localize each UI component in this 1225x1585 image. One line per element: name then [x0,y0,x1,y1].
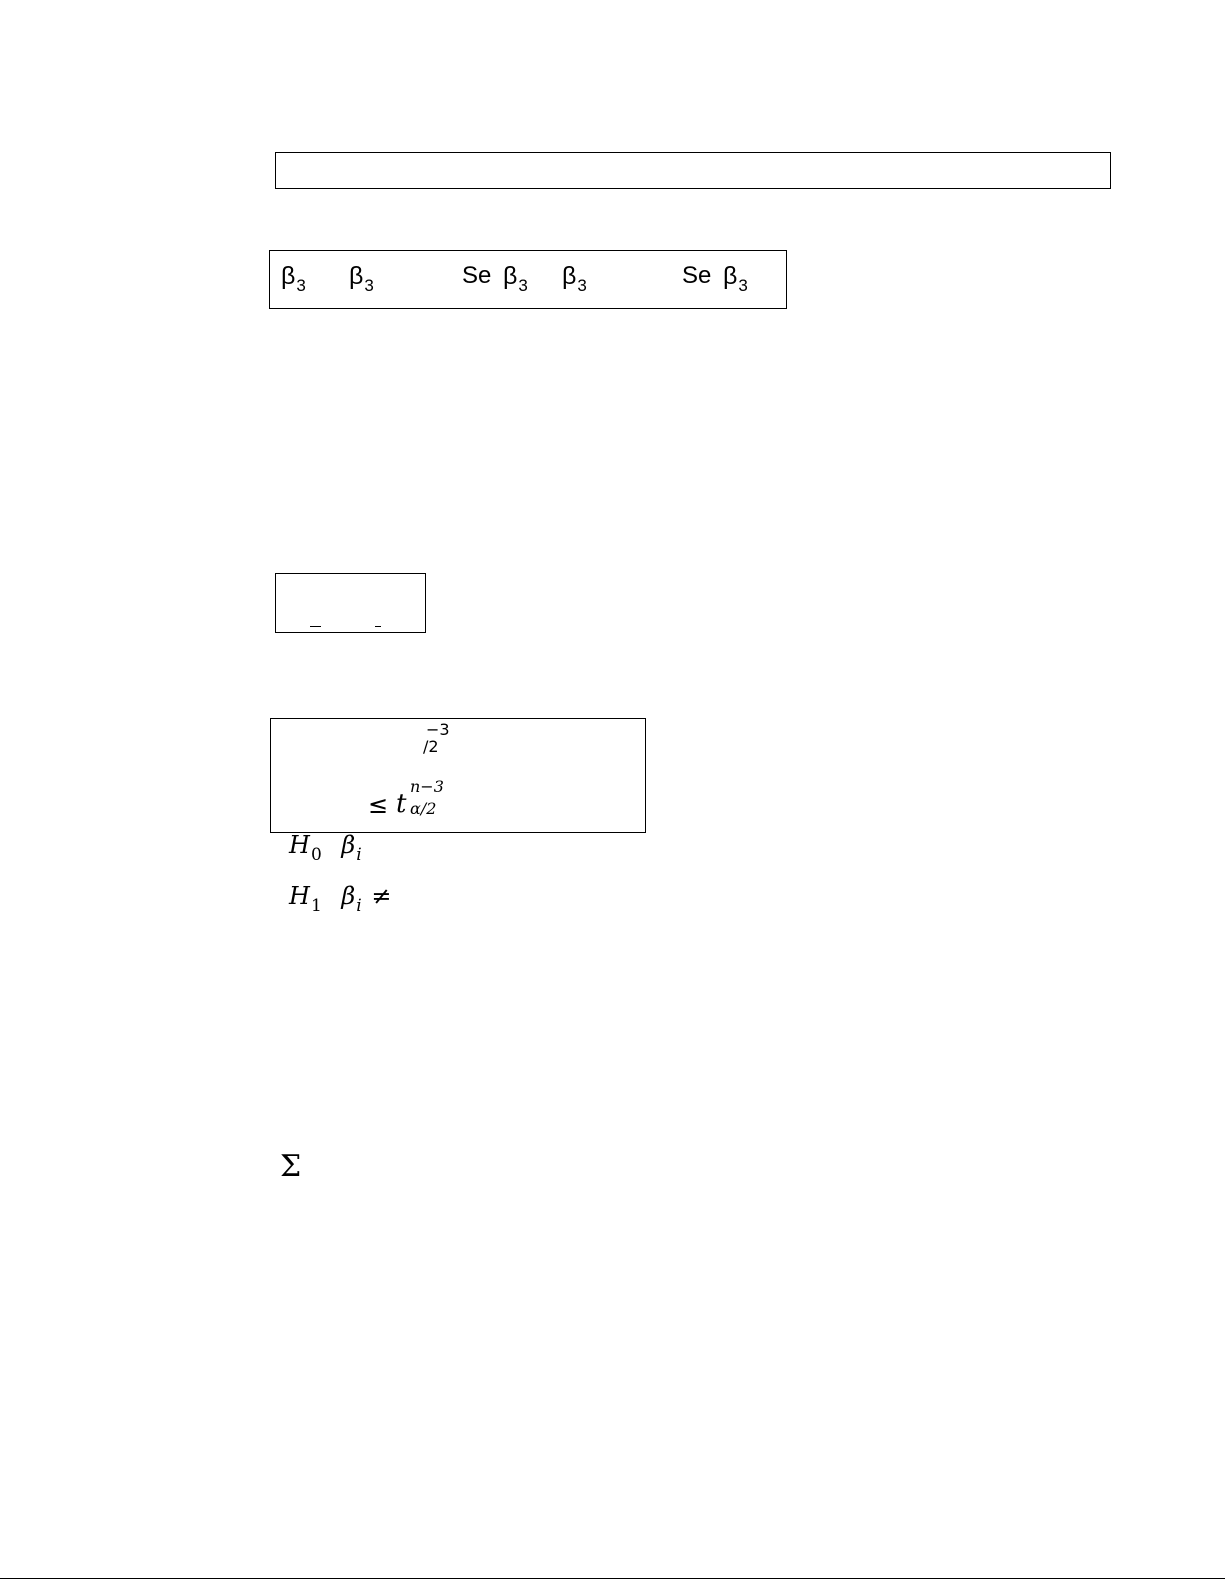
t-test-box [270,718,646,833]
dash-mark-2 [375,626,381,627]
small-formula-box [275,573,426,633]
beta-term-4: $\beta_3$ [562,262,587,295]
empty-header-box [275,152,1111,189]
confidence-interval-box [269,250,787,309]
exponent-top: −3 [426,720,450,739]
beta-term-3: $\beta_3$ [503,262,528,295]
beta-term-2: $\beta_3$ [349,262,374,295]
beta-term-1: $\beta_3$ [281,262,306,295]
leq-symbol: ≤ [368,791,389,819]
null-hypothesis: $H_0$ $\beta_i$ [289,831,362,865]
critical-t-value: t n−3 α/2 [396,777,444,819]
beta-term-5: $\beta_3$ [723,262,748,295]
dash-mark-1 [310,626,321,627]
sigma-symbol: Σ [280,1149,302,1184]
page-bottom-rule [0,1578,1225,1579]
se-label-1: Se [462,262,492,289]
alternative-hypothesis: $H_1$ $\beta_i$ ≠ [289,882,392,916]
fraction-top: /2 [423,737,439,756]
se-label-2: Se [682,262,712,289]
